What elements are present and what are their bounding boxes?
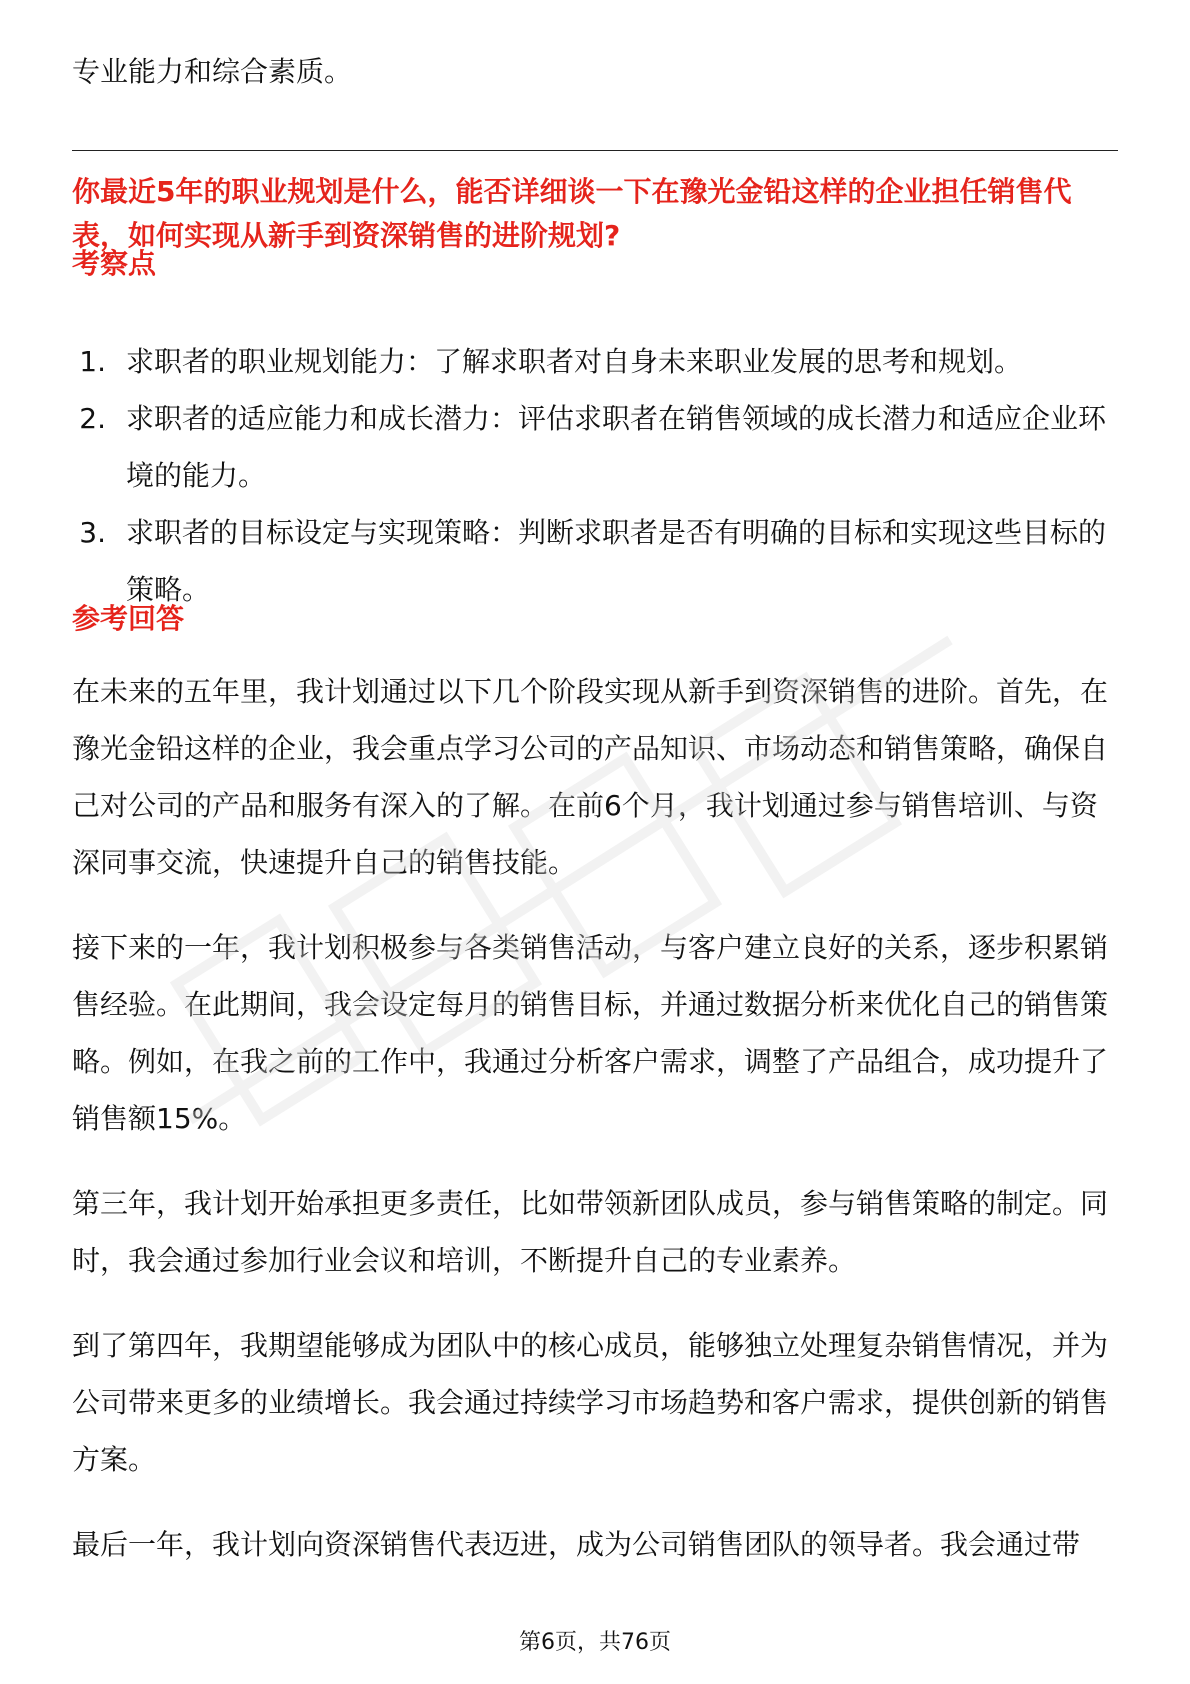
answer-paragraph: 到了第四年，我期望能够成为团队中的核心成员，能够独立处理复杂销售情况，并为公司带来更多的业绩增长。我会通过持续学习市场趋势和客户需求，提供创新的销售方案。 [72, 1329, 1109, 1476]
points-list [72, 333, 1118, 618]
answer-section-title: 参考回答 [72, 602, 185, 635]
point-item [72, 390, 1118, 504]
answer-paragraph: 第三年，我计划开始承担更多责任，比如带领新团队成员，参与销售策略的制定。同时，我会通过参加行业会议和培训，不断提升自己的专业素养。 [72, 1187, 1109, 1277]
question-heading: 你最近5年的职业规划是什么，能否详细谈一下在豫光金铅这样的企业担任销售代表，如何实现从新手到资深销售的进阶规划? [72, 175, 1072, 252]
page-number-footer: 第6页，共76页 [519, 1630, 671, 1655]
point-number: 3. [79, 516, 106, 549]
section-divider [72, 150, 1118, 151]
point-number: 2. [79, 402, 106, 435]
answer-body [72, 663, 1118, 1573]
point-item [72, 504, 1118, 618]
point-number: 1. [79, 345, 106, 378]
intro-text: 专业能力和综合素质。 [72, 55, 353, 88]
point-text: 求职者的目标设定与实现策略：判断求职者是否有明确的目标和实现这些目标的策略。 [126, 516, 1107, 606]
points-section-title: 考察点 [72, 247, 157, 280]
answer-paragraph: 最后一年，我计划向资深销售代表迈进，成为公司销售团队的领导者。我会通过带 [72, 1528, 1081, 1561]
point-text: 求职者的适应能力和成长潜力：评估求职者在销售领域的成长潜力和适应企业环境的能力。 [126, 402, 1107, 492]
point-item [72, 333, 1118, 390]
document-page [72, 0, 1118, 1684]
answer-paragraph: 在未来的五年里，我计划通过以下几个阶段实现从新手到资深销售的进阶。首先，在豫光金铅这样的企业，我会重点学习公司的产品知识、市场动态和销售策略，确保自己对公司的产品和服务有深入的了解。在前6个月，我计划通过参与销售培训、与资深同事交流，快速提升自己的销售技能。 [72, 675, 1109, 879]
point-text: 求职者的职业规划能力：了解求职者对自身未来职业发展的思考和规划。 [126, 345, 1023, 378]
answer-paragraph: 接下来的一年，我计划积极参与各类销售活动，与客户建立良好的关系，逐步积累销售经验。在此期间，我会设定每月的销售目标，并通过数据分析来优化自己的销售策略。例如，在我之前的工作中，我通过分析客户需求，调整了产品组合，成功提升了销售额15%。 [72, 931, 1109, 1135]
